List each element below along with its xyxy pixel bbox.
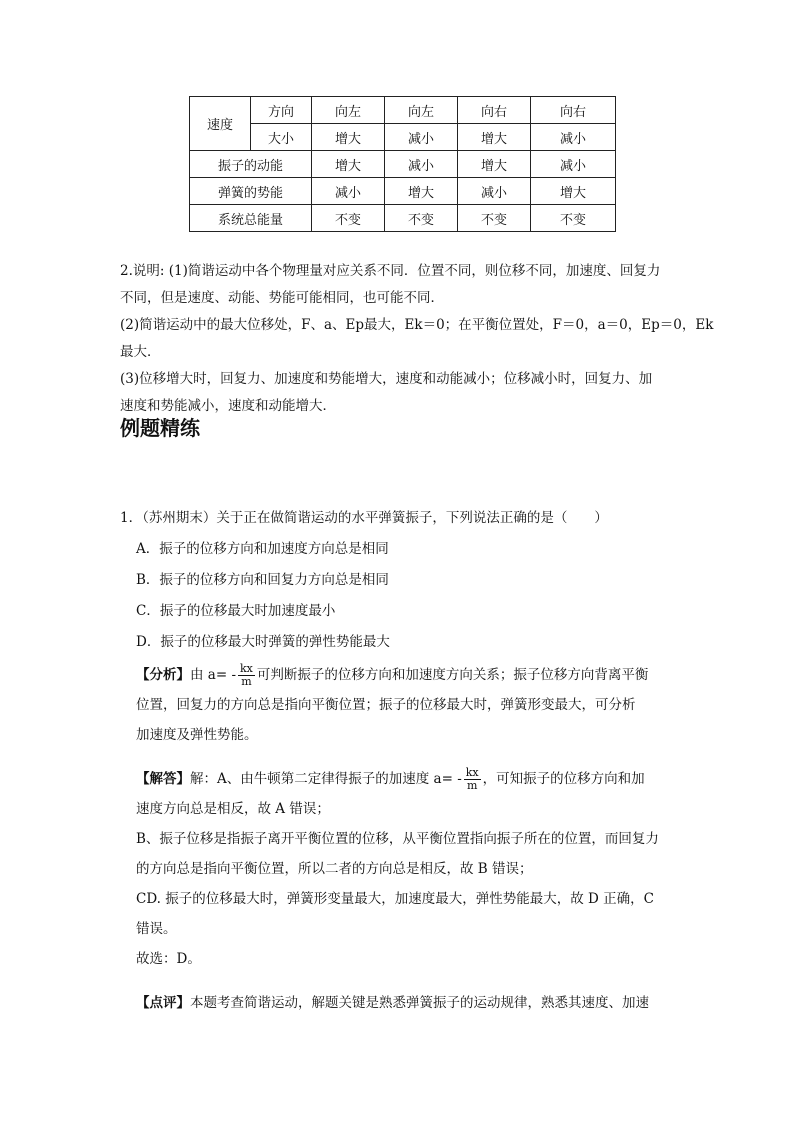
notes-line: (3)位移增大时，回复力、加速度和势能增大，速度和动能减小；位移减小时，回复力、加 xyxy=(120,371,653,387)
analysis-block xyxy=(136,660,681,750)
table-cell: 增大 xyxy=(312,124,385,151)
fraction-denominator: m xyxy=(241,675,252,688)
table-cell: 不变 xyxy=(458,205,531,232)
analysis-text: 可判断振子的位移方向和加速度方向关系；振子位移方向背离平衡 xyxy=(256,667,649,683)
solution-tag: 【解答】 xyxy=(136,771,190,787)
table-cell: 减小 xyxy=(458,178,531,205)
table-row xyxy=(190,205,616,232)
notes-line: 不同，但是速度、动能、势能可能相同，也可能不同． xyxy=(120,290,444,306)
table-cell: 增大 xyxy=(312,151,385,178)
fraction-numerator: kx xyxy=(240,662,253,675)
table-cell: 增大 xyxy=(458,151,531,178)
solution-text: 解：A、由牛顿第二定律得振子的加速度 a= - xyxy=(190,771,462,787)
table-row xyxy=(190,151,616,178)
solution-line: 错误。 xyxy=(136,921,177,937)
review-block xyxy=(136,988,681,1018)
table-cell: 向左 xyxy=(385,97,458,124)
table-cell: 减小 xyxy=(385,151,458,178)
option-a: A．振子的位移方向和加速度方向总是相同 xyxy=(136,541,389,557)
table-cell: 增大 xyxy=(531,178,616,205)
analysis-line: 位置，回复力的方向总是指向平衡位置；振子的位移最大时，弹簧形变最大，可分析 xyxy=(136,697,636,713)
table-cell: 不变 xyxy=(312,205,385,232)
notes-line: 最大． xyxy=(120,344,161,360)
row-header: 振子的动能 xyxy=(190,151,312,178)
option-d: D．振子的位移最大时弹簧的弹性势能最大 xyxy=(136,634,390,650)
table-cell: 增大 xyxy=(385,178,458,205)
section-title: 例题精练 xyxy=(120,416,200,440)
question-block xyxy=(120,503,690,658)
notes-line: 速度和势能减小，速度和动能增大． xyxy=(120,398,336,414)
analysis-line xyxy=(136,660,681,690)
table-cell: 向右 xyxy=(531,97,616,124)
fraction xyxy=(238,663,255,688)
row-header: 系统总能量 xyxy=(190,205,312,232)
analysis-text: 由 a= - xyxy=(190,667,237,683)
table-cell: 向左 xyxy=(312,97,385,124)
table-cell: 减小 xyxy=(531,124,616,151)
solution-block xyxy=(136,764,681,974)
solution-line: 速度方向总是相反，故 A 错误； xyxy=(136,801,330,817)
question-stem: 1．（苏州期末）关于正在做简谐运动的水平弹簧振子，下列说法正确的是（ ） xyxy=(120,510,608,526)
notes-block xyxy=(120,258,714,420)
fraction xyxy=(464,767,481,792)
table-cell: 不变 xyxy=(531,205,616,232)
row-header-direction: 方向 xyxy=(251,97,312,124)
row-header: 弹簧的势能 xyxy=(190,178,312,205)
row-header-magnitude: 大小 xyxy=(251,124,312,151)
option-b: B．振子的位移方向和回复力方向总是相同 xyxy=(136,572,389,588)
row-header-speed: 速度 xyxy=(190,97,251,151)
table-row xyxy=(190,97,616,124)
table-cell: 不变 xyxy=(385,205,458,232)
table-cell: 增大 xyxy=(458,124,531,151)
table-cell: 减小 xyxy=(312,178,385,205)
table-row xyxy=(190,178,616,205)
table-cell: 向右 xyxy=(458,97,531,124)
analysis-tag: 【分析】 xyxy=(136,667,190,683)
table-cell: 减小 xyxy=(385,124,458,151)
review-line xyxy=(136,988,681,1018)
solution-line: B、振子位移是指振子离开平衡位置的位移，从平衡位置指向振子所在的位置，而回复力 xyxy=(136,831,659,847)
fraction-numerator: kx xyxy=(465,766,479,779)
option-c: C．振子的位移最大时加速度最小 xyxy=(136,603,336,619)
solution-line: 故选：D。 xyxy=(136,951,201,967)
solution-text: ，可知振子的位移方向和加 xyxy=(482,771,645,787)
analysis-line: 加速度及弹性势能。 xyxy=(136,727,258,743)
notes-line: (2)简谐运动中的最大位移处，F、a、Ep最大，Ek＝0；在平衡位置处，F＝0，a＝0，Ep＝0，Ek xyxy=(120,317,714,333)
review-tag: 【点评】 xyxy=(136,995,190,1011)
table-row xyxy=(190,124,616,151)
table-cell: 减小 xyxy=(531,151,616,178)
solution-line xyxy=(136,764,681,794)
quantities-table xyxy=(189,96,616,232)
review-text: 本题考查简谐运动，解题关键是熟悉弹簧振子的运动规律，熟悉其速度、加速 xyxy=(190,995,649,1011)
notes-line: 2.说明: (1)简谐运动中各个物理量对应关系不同．位置不同，则位移不同，加速度、回复力 xyxy=(120,263,661,279)
solution-line: CD. 振子的位移最大时，弹簧形变量最大，加速度最大，弹性势能最大，故 D 正确，C xyxy=(136,891,654,907)
fraction-denominator: m xyxy=(466,779,478,792)
solution-line: 的方向总是指向平衡位置，所以二者的方向总是相反，故 B 错误； xyxy=(136,861,533,877)
